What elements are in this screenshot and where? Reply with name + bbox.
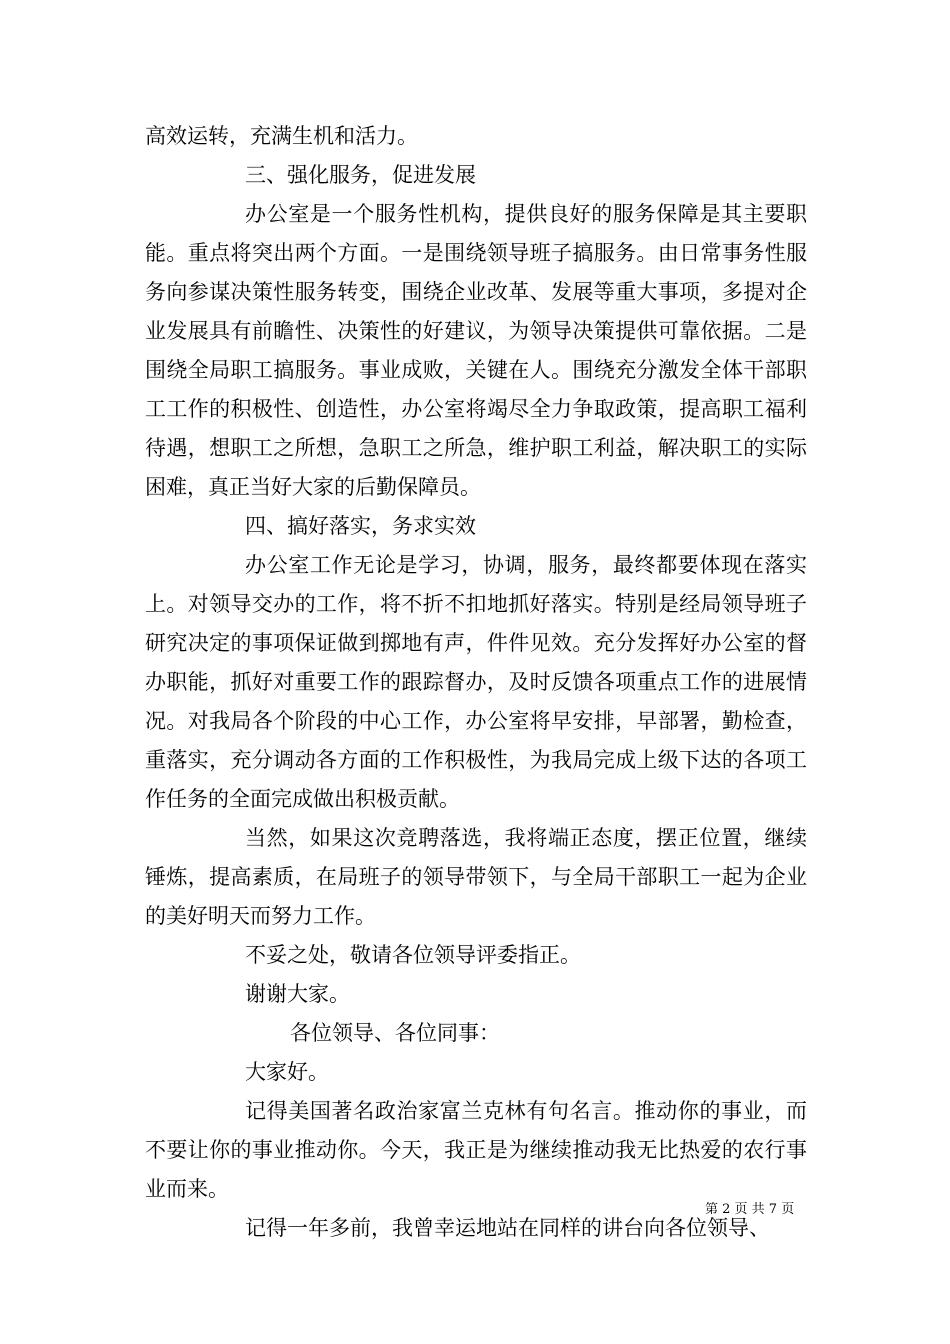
page-number-footer: 第 2 页 共 7 页 (705, 1202, 795, 1217)
body-text (145, 117, 807, 1248)
paragraph-thanks: 谢谢大家。 (245, 982, 350, 1006)
section-heading-4: 四、搞好落实，务求实效 (245, 514, 476, 538)
paragraph-franklin-quote: 记得美国著名政治家富兰克林有句名言。推动你的事业，而不要让你的事业推动你。今天，我正是为继续推动我无比热爱的农行事业而来。 (145, 1099, 807, 1201)
paragraph-continuation: 高效运转，充满生机和活力。 (145, 124, 418, 148)
paragraph-implementation: 办公室工作无论是学习，协调，服务，最终都要体现在落实上。对领导交办的工作，将不折不扣地抓好落实。特别是经局领导班子研究决定的事项保证做到掷地有声，件件见效。充分发挥好办公室的督办职能，抓好对重要工作的跟踪督办，及时反馈各项重点工作的进展情况。对我局各个阶段的中心工作，办公室将早安排，早部署，勤检查，重落实，充分调动各方面的工作积极性，为我局完成上级下达的各项工作任务的全面完成做出积极贡献。 (145, 553, 807, 811)
greeting: 大家好。 (245, 1060, 329, 1084)
paragraph-apology: 不妥之处，敬请各位领导评委指正。 (245, 943, 581, 967)
paragraph-service: 办公室是一个服务性机构，提供良好的服务保障是其主要职能。重点将突出两个方面。一是围绕领导班子搞服务。由日常事务性服务向参谋决策性服务转变，围绕企业改革、发展等重大事项，多提对企业发展具有前瞻性、决策性的好建议，为领导决策提供可靠依据。二是围绕全局职工搞服务。事业成败，关键在人。围绕充分激发全体干部职工工作的积极性、创造性，办公室将竭尽全力争取政策，提高职工福利待遇，想职工之所想，急职工之所急，维护职工利益，解决职工的实际困难，真正当好大家的后勤保障员。 (145, 202, 807, 499)
salutation: 各位领导、各位同事： (290, 1021, 500, 1045)
paragraph-year-ago: 记得一年多前，我曾幸运地站在同样的讲台向各位领导、 (245, 1216, 770, 1240)
paragraph-if-not-selected: 当然，如果这次竞聘落选，我将端正态度，摆正位置，继续锤炼，提高素质，在局班子的领导带领下，与全局干部职工一起为企业的美好明天而努力工作。 (145, 826, 807, 928)
section-heading-3: 三、强化服务，促进发展 (245, 163, 476, 187)
